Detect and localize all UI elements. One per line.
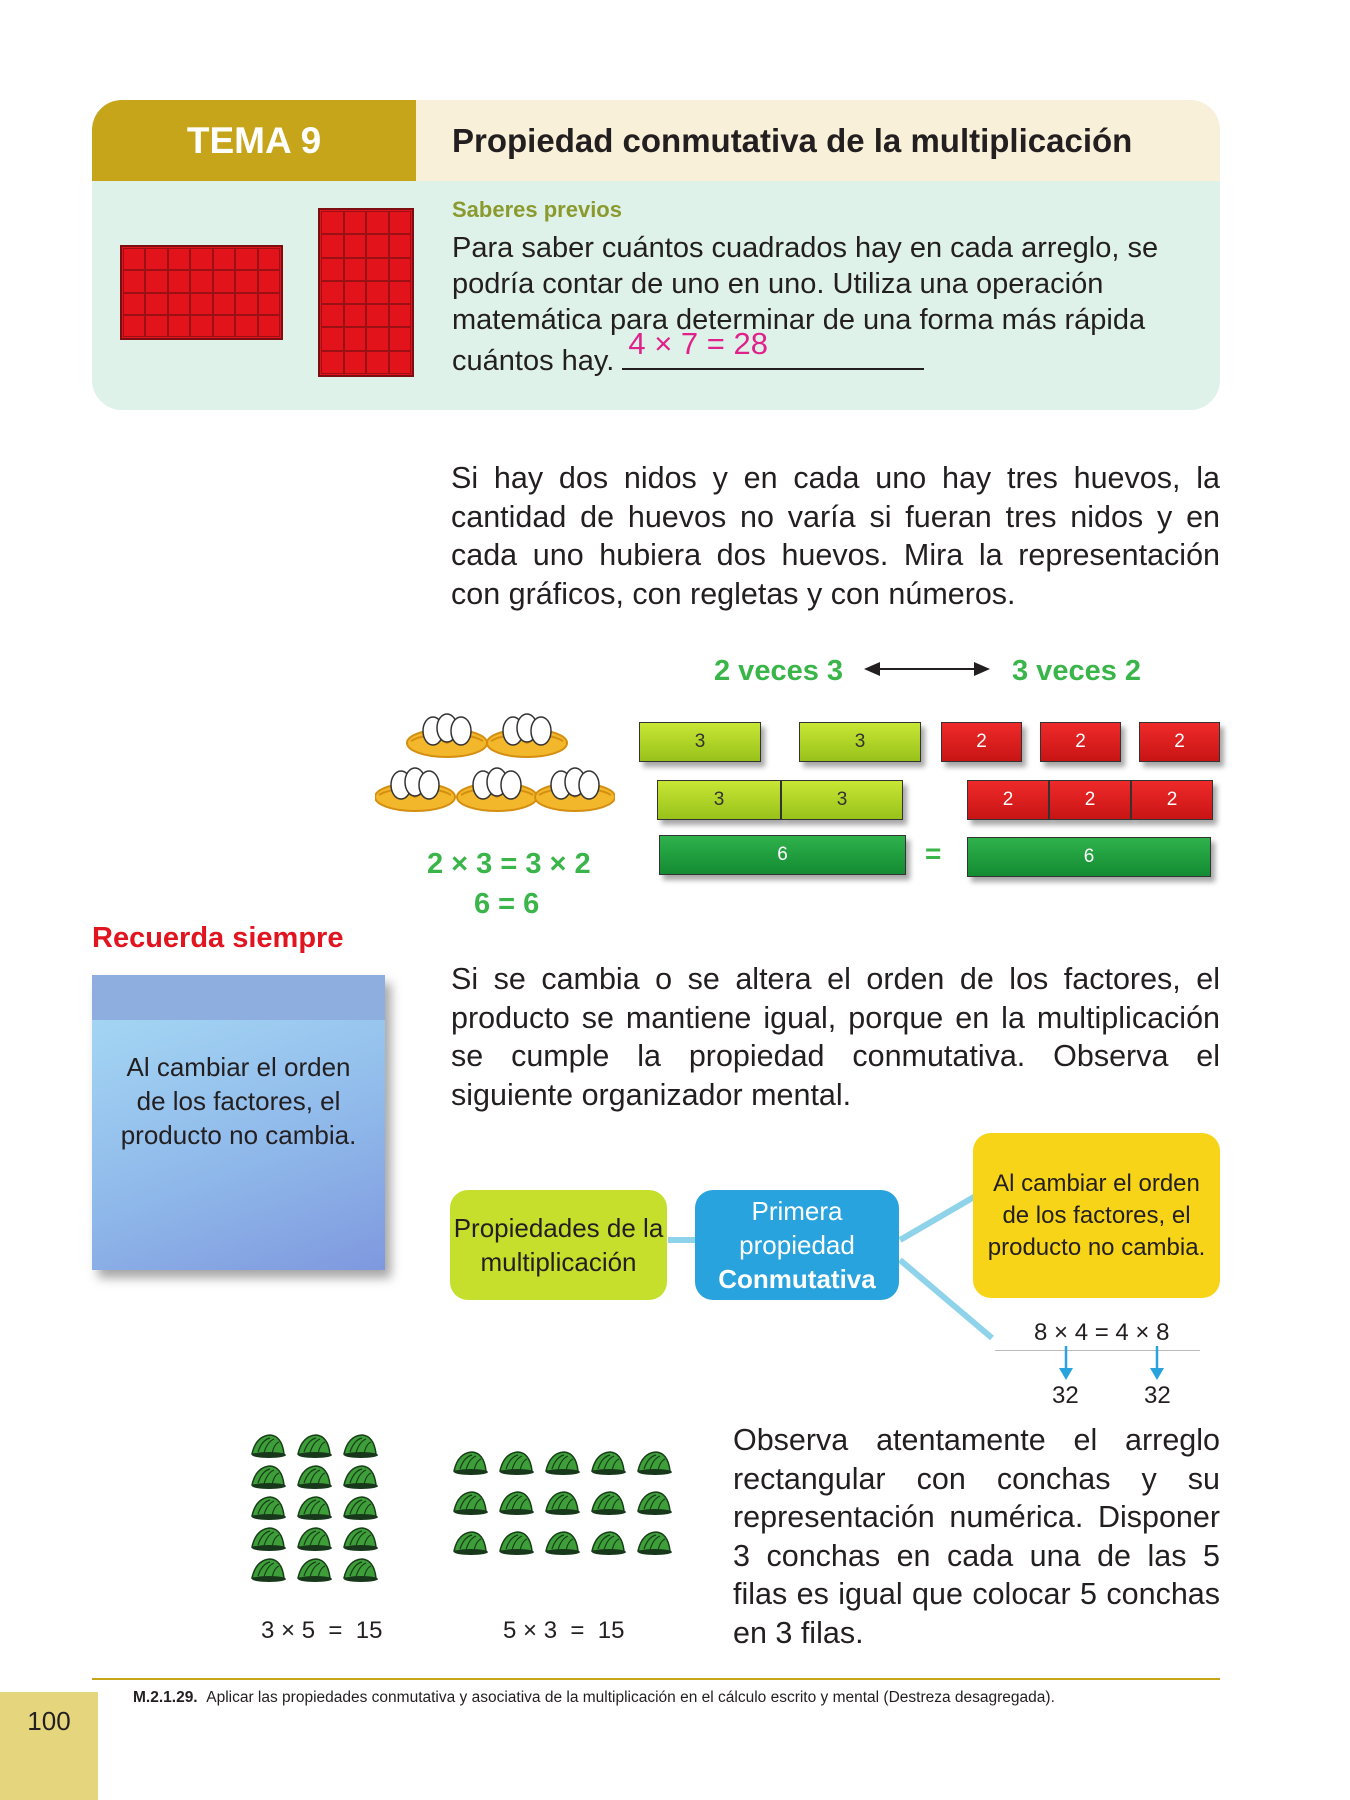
rod-2: 2 xyxy=(967,780,1049,820)
rod-2: 2 xyxy=(1040,722,1121,762)
skill-text: Aplicar las propiedades conmutativa y asociativa de la multiplicación en el cálculo escrito y mental (Destreza desagregada). xyxy=(206,1689,1055,1706)
organizer-box-properties: Propiedades de la multiplicación xyxy=(450,1190,667,1300)
squares-array-horizontal xyxy=(120,245,283,340)
rod-6: 6 xyxy=(659,835,906,875)
topic-header xyxy=(92,100,1220,410)
skill-footnote xyxy=(133,1689,1055,1707)
rod-2: 2 xyxy=(1139,722,1220,762)
equation-commutative: 2 × 3 = 3 × 2 xyxy=(427,848,591,880)
nest-icon xyxy=(457,768,537,811)
nest-icon xyxy=(407,714,487,757)
conmutativa-label: Conmutativa xyxy=(718,1264,876,1294)
answer-line[interactable] xyxy=(622,326,924,370)
remember-title: Recuerda siempre xyxy=(92,922,344,954)
page-title: Propiedad conmutativa de la multiplicación xyxy=(416,100,1220,181)
label-3-veces-2: 3 veces 2 xyxy=(1012,655,1142,687)
organizer-box-first-property xyxy=(695,1190,899,1300)
sticky-note xyxy=(92,975,385,1270)
nests-illustration xyxy=(375,705,615,825)
shell-equation-left: 3 × 5 = 15 xyxy=(261,1617,383,1644)
nest-icon xyxy=(487,714,567,757)
equation-underline xyxy=(995,1350,1200,1351)
rod-2: 2 xyxy=(941,722,1022,762)
equals-sign: = xyxy=(925,838,942,869)
equation-result: 6 = 6 xyxy=(474,888,540,920)
commutative-paragraph: Si se cambia o se altera el orden de los factores, el producto se mantiene igual, porque en la multiplicación se cumple la propiedad conmutativa. Observa el siguiente organizador mental. xyxy=(451,962,1220,1112)
rod-2: 2 xyxy=(1049,780,1131,820)
label-2-veces-3: 2 veces 3 xyxy=(714,655,844,687)
organizer-equation: 8 × 4 = 4 × 8 xyxy=(1034,1319,1170,1346)
shell-array-3x5 xyxy=(452,1449,684,1569)
arrow-down-icon xyxy=(1149,1346,1165,1382)
result-32: 32 xyxy=(1144,1382,1171,1409)
sticky-note-tape xyxy=(92,975,385,1020)
prior-knowledge-question: Para saber cuántos cuadrados hay en cada arreglo, se podría contar de uno en uno. Utiliza una operación matemática para determinar de una forma más rápida cuántos hay. xyxy=(452,232,1159,377)
arrow-down-icon xyxy=(1058,1346,1074,1382)
intro-paragraph: Si hay dos nidos y en cada uno hay tres huevos, la cantidad de huevos no varía si fueran tres nidos y en cada uno hubiera dos huevos. Mira la representación con gráficos, con regletas y con números. xyxy=(451,461,1220,611)
shells-paragraph: Observa atentamente el arreglo rectangular con conchas y su representación numérica. Disponer 3 conchas en cada una de las 5 filas es igual que colocar 5 conchas en 3 filas. xyxy=(733,1423,1220,1650)
rod-6: 6 xyxy=(967,837,1211,877)
skill-code: M.2.1.29. xyxy=(133,1689,198,1706)
answer-text: 4 × 7 = 28 xyxy=(628,326,768,361)
nest-icon xyxy=(375,768,455,811)
first-property-label: Primera propiedad xyxy=(739,1196,855,1260)
rod-2: 2 xyxy=(1131,780,1213,820)
result-32: 32 xyxy=(1052,1382,1079,1409)
prior-knowledge-label: Saberes previos xyxy=(452,197,622,222)
rod-3: 3 xyxy=(781,780,903,820)
page-number: 100 xyxy=(0,1692,98,1800)
topic-number: TEMA 9 xyxy=(92,100,416,181)
rod-3: 3 xyxy=(639,722,761,762)
footer-divider xyxy=(92,1678,1220,1680)
rod-3: 3 xyxy=(657,780,781,820)
rod-3: 3 xyxy=(799,722,921,762)
shell-equation-right: 5 × 3 = 15 xyxy=(503,1617,625,1644)
shell-array-5x3 xyxy=(250,1432,390,1592)
nest-icon xyxy=(535,768,615,811)
squares-array-vertical xyxy=(318,208,414,377)
double-arrow-icon xyxy=(862,657,992,681)
organizer-box-definition: Al cambiar el orden de los factores, el producto no cambia. xyxy=(973,1133,1220,1298)
sticky-note-text: Al cambiar el orden de los factores, el producto no cambia. xyxy=(120,1052,357,1150)
prior-knowledge-text xyxy=(452,230,1212,379)
